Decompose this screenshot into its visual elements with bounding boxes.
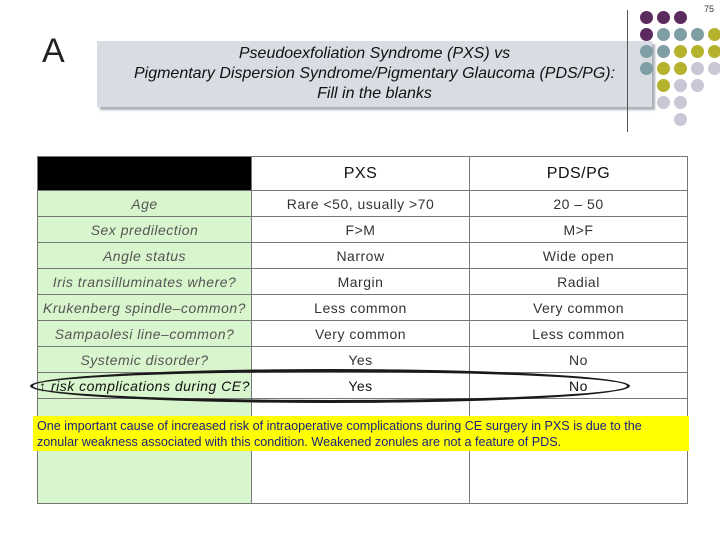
title-line-1: Pseudoexfoliation Syndrome (PXS) vs	[238, 45, 511, 62]
decorative-dot	[640, 62, 653, 75]
row-label: ↑ risk complications during CE?	[38, 373, 252, 399]
pxs-value: Yes	[252, 373, 470, 399]
header-blank-cell	[38, 157, 252, 191]
row-label: Sex predilection	[38, 217, 252, 243]
decorative-dot	[657, 45, 670, 58]
decorative-dot	[640, 45, 653, 58]
pds-value: No	[470, 347, 688, 373]
title-line-3: Fill in the blanks	[317, 85, 432, 102]
decorative-dot	[657, 28, 670, 41]
decorative-dot	[657, 79, 670, 92]
decorative-dot	[640, 28, 653, 41]
decorative-dot	[708, 45, 720, 58]
table-empty-row	[38, 399, 688, 504]
pxs-value: Rare <50, usually >70	[252, 191, 470, 217]
pds-value: No	[470, 373, 688, 399]
decorative-dot	[674, 113, 687, 126]
table-row	[38, 217, 688, 243]
row-label: Systemic disorder?	[38, 347, 252, 373]
pxs-value: Very common	[252, 321, 470, 347]
decorative-dot	[674, 79, 687, 92]
table-row	[38, 269, 688, 295]
pxs-value: Margin	[252, 269, 470, 295]
section-letter: A	[42, 32, 65, 70]
pds-value: Radial	[470, 269, 688, 295]
title-line-2: Pigmentary Dispersion Syndrome/Pigmentary Glaucoma (PDS/PG):	[133, 65, 616, 82]
pds-value: Wide open	[470, 243, 688, 269]
row-label: Sampaolesi line–common?	[38, 321, 252, 347]
pxs-value: F>M	[252, 217, 470, 243]
pxs-value: Yes	[252, 347, 470, 373]
pds-value: Less common	[470, 321, 688, 347]
pds-value: M>F	[470, 217, 688, 243]
empty-cell	[470, 399, 688, 504]
pds-value: Very common	[470, 295, 688, 321]
header-pxs: PXS	[252, 157, 470, 191]
decorative-dot	[691, 45, 704, 58]
table-header-row	[38, 157, 688, 191]
decorative-dot	[674, 96, 687, 109]
empty-label-cell	[38, 399, 252, 504]
highlight-ellipse	[30, 369, 630, 403]
table-row	[38, 243, 688, 269]
table-row	[38, 321, 688, 347]
decorative-dot	[691, 62, 704, 75]
decorative-dot	[691, 79, 704, 92]
decorative-dot	[674, 11, 687, 24]
comparison-table	[37, 156, 688, 504]
decorative-dot	[674, 45, 687, 58]
header-pds-pg: PDS/PG	[470, 157, 688, 191]
pxs-value: Less common	[252, 295, 470, 321]
decorative-dot	[657, 96, 670, 109]
empty-cell	[252, 399, 470, 504]
decorative-dot	[674, 62, 687, 75]
table-row	[38, 295, 688, 321]
decorative-dot	[640, 11, 653, 24]
decorative-dot	[708, 28, 720, 41]
decorative-dot	[657, 62, 670, 75]
decorative-dot	[657, 11, 670, 24]
row-label: Angle status	[38, 243, 252, 269]
decorative-dot	[708, 62, 720, 75]
title-box	[97, 41, 652, 107]
row-label: Iris transilluminates where?	[38, 269, 252, 295]
decorative-dot	[691, 28, 704, 41]
page-number: 75	[703, 4, 714, 14]
pds-value: 20 – 50	[470, 191, 688, 217]
explanation-note: One important cause of increased risk of intraoperative complications during CE surgery in PXS is due to the zonular weakness associated with this condition. Weakened zonules are not a feature of PDS.	[33, 416, 689, 451]
decorative-vertical-line	[627, 10, 628, 132]
row-label: Krukenberg spindle–common?	[38, 295, 252, 321]
pxs-value: Narrow	[252, 243, 470, 269]
row-label: Age	[38, 191, 252, 217]
decorative-dot	[674, 28, 687, 41]
table-row	[38, 191, 688, 217]
